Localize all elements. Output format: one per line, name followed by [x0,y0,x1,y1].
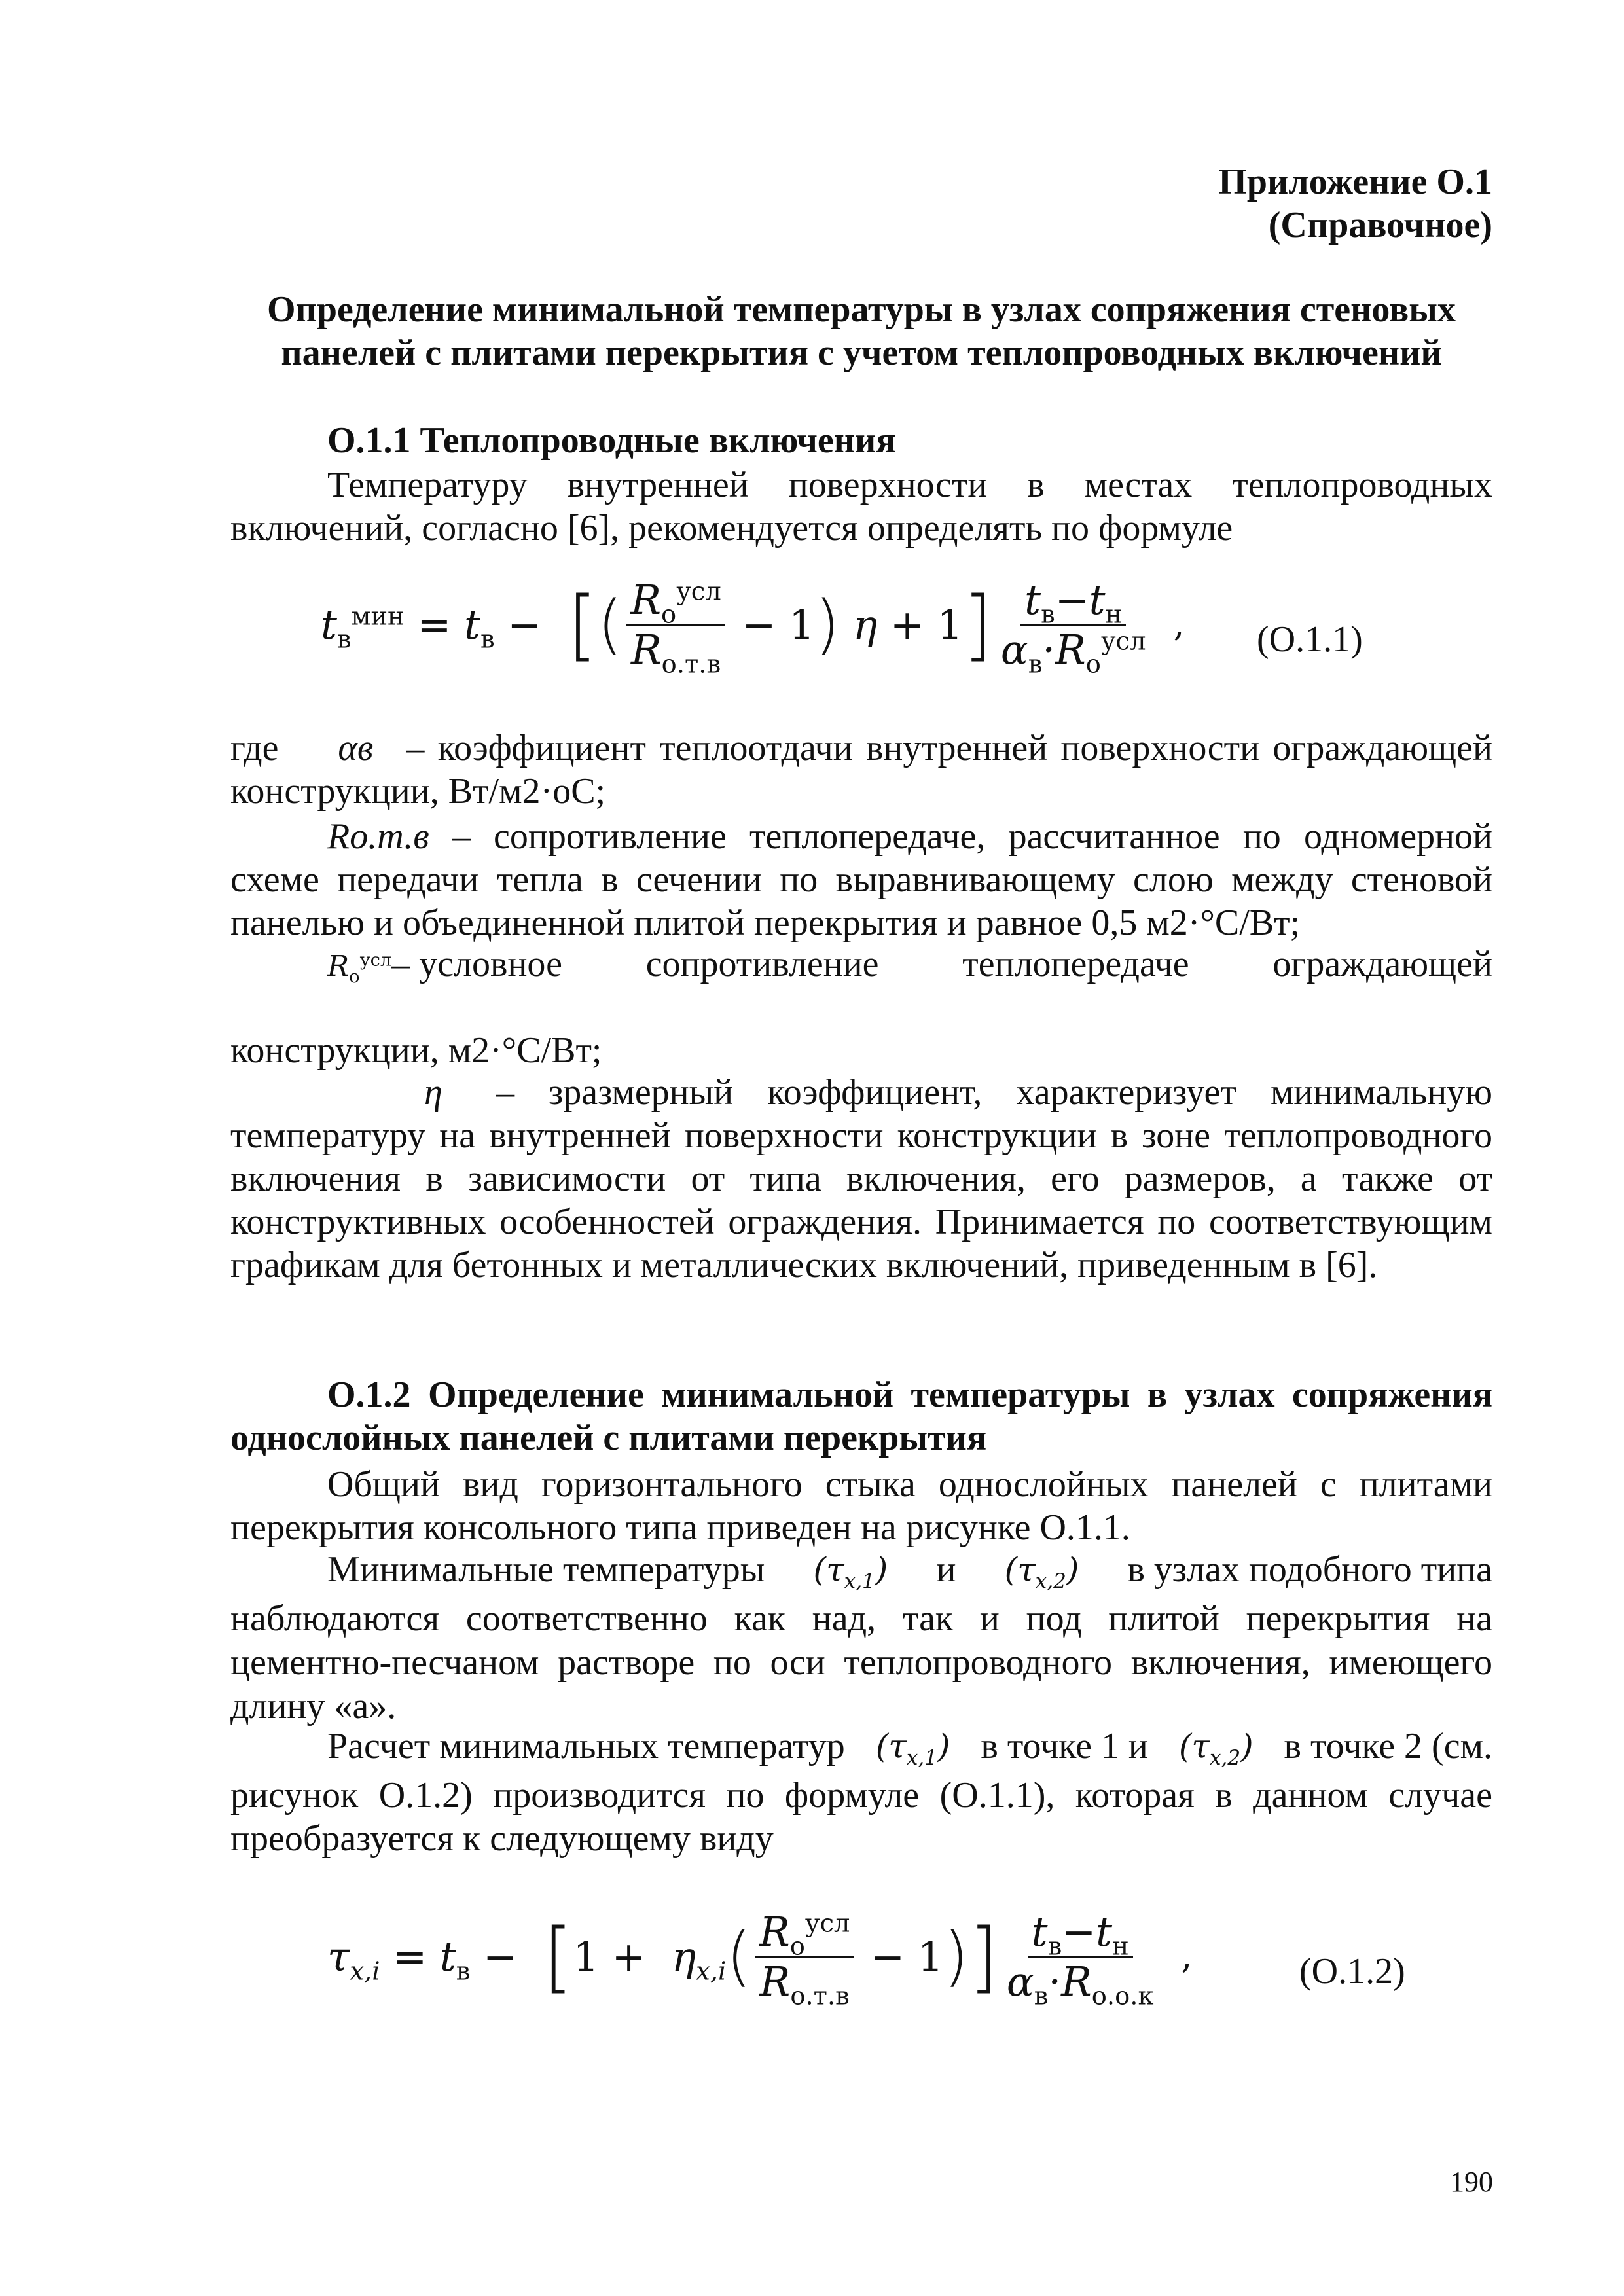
def-r-text: – сопротивление теплопередаче, рассчитанное по одномерной схеме передачи тепла в сечении по выравнивающему слою между стеновой панелью и объединенной плитой перекрытия и равное 0,5 м2·°С/Вт; [230,816,1492,944]
formula-o-1-2-comma: , [1181,1937,1193,1977]
appendix-subtitle: (Справочное) [1268,205,1492,246]
main-heading-line1: Определение минимальной температуры в узлах сопряжения стеновых [267,289,1456,330]
section2-para2-c: в узлах подобного типа [1127,1549,1492,1590]
formula-o-1-1-comma: , [1173,605,1185,645]
section1-title: О.1.1 Теплопроводные включения [327,420,896,461]
formula-o-1-1-number: (О.1.1) [1257,619,1363,660]
def-rusl: $R_о^{усл}-$ условное сопротивление теплопередаче ограждающей [327,944,1492,987]
formula-o-1-2: $\tau_{x,i}$ = $t_в$ − [ 1 + $\eta_{x,i}$ ( $\frac{R_о^{усл}}{R_{о.т.в}}$ − 1 ) ] $\frac{t_в-t_н}{\alpha_в\cdot R_{о.о.к}}$ , [327,1908,1193,2011]
def-rusl-word3: теплопередаче [962,944,1189,984]
def-alpha [230,726,1492,813]
def-rusl-word4: ограждающей [1272,944,1492,984]
section2-para3-b: в точке 1 и [981,1726,1148,1767]
section2-para3-c: в точке 2 (см. [1284,1726,1492,1767]
def-alpha-text: – коэффициент теплоотдачи внутренней поверхности ограждающей конструкции, Вт/м2·oС; [230,728,1492,812]
section2-para2-b: и [936,1549,956,1590]
def-rusl-continued: конструкции, м2·°С/Вт; [230,1030,602,1071]
def-eta-text: – зразмерный коэффициент, характеризует минимальную температуру на внутренней поверхности конструкции в зоне теплопроводного включения в зависимости от типа включения, его размеров, а также от конструктивных особенностей ограждения. Принимается по соответствующим графикам для бетонных и металлических включений, приведенным в [6]. [230,1072,1492,1286]
section2-paragraph2-rest: наблюдаются соответственно как над, так и под плитой перекрытия на цементно-песчаном растворе по оси теплопроводного включения, имеющего длину «а». [230,1598,1492,1727]
page-number: 190 [1450,2166,1493,2198]
section2-paragraph3-rest: рисунок О.1.2) производится по формуле (О.1.1), которая в данном случае преобразуется к следующему виду [230,1775,1492,1859]
section2-paragraph3-line1: Расчет минимальных температур $(\tau_{x,1})$ в точке 1 и $(\tau_{x,2})$ в точке 2 (см. [327,1726,1492,1770]
def-alpha-intro: где [230,728,279,768]
def-r-symbol: Rо.т.в [327,816,429,857]
section1-paragraph: Температуру внутренней поверхности в местах теплопроводных включений, согласно [6], рекомендуется определять по формуле [230,465,1492,549]
formula-o-1-1: $t_в^{мин}$ = $t_в$ − [ ( $\frac{R_о^{усл}}{R_{о.т.в}}$ − 1 ) η + 1 ] $\frac{t_в-t_н}{\alpha_в\cdot R_о^{усл}}$ , [321,576,1185,679]
appendix-header [230,160,1492,247]
section2-para3-a: Расчет минимальных температур [327,1726,845,1767]
main-heading [230,288,1492,374]
section2-paragraph2-line1: Минимальные температуры $(\tau_{x,1})$ и $(\tau_{x,2})$ в узлах подобного типа [327,1549,1492,1593]
section2-para2-a: Минимальные температуры [327,1549,765,1590]
main-heading-line2: панелей с плитами перекрытия с учетом теплопроводных включений [281,332,1442,374]
def-eta-symbol: η [424,1072,442,1113]
appendix-title: Приложение О.1 [1218,162,1492,202]
formula-o-1-2-number: (О.1.2) [1299,1951,1405,1992]
section2-title: О.1.2 Определение минимальной температуры в узлах сопряжения однослойных панелей с плитами перекрытия [230,1374,1492,1459]
def-eta [230,1071,1492,1287]
def-alpha-symbol: αв [338,728,374,768]
def-r [230,815,1492,944]
def-rusl-word2: сопротивление [645,944,879,984]
section2-paragraph1: Общий вид горизонтального стыка однослойных панелей с плитами перекрытия консольного типа приведен на рисунке О.1.1. [230,1464,1492,1549]
def-rusl-word1: – условное [391,944,562,984]
